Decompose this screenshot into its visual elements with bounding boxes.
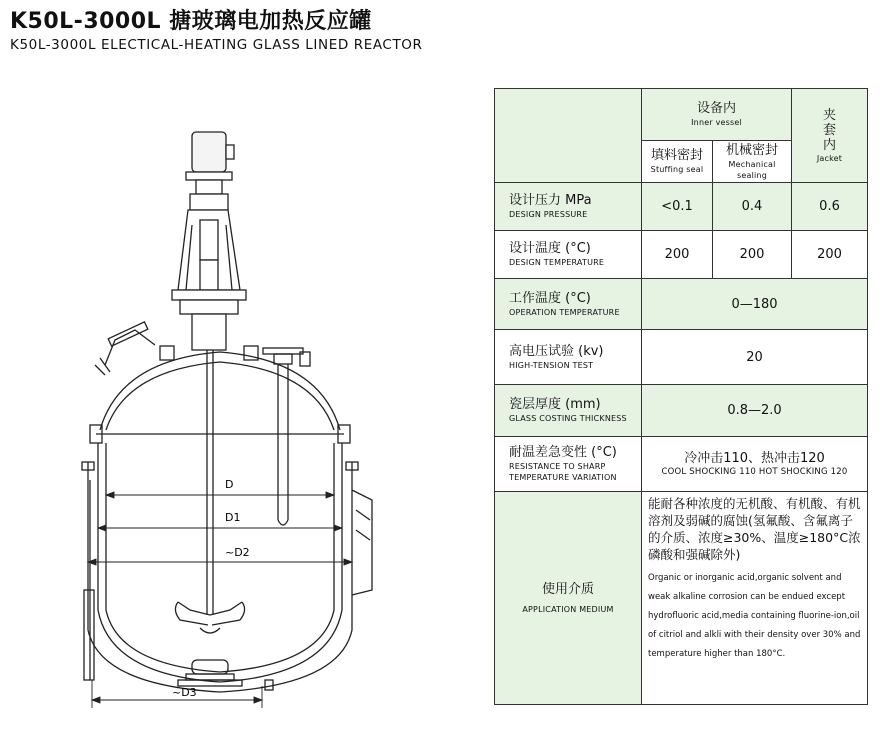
row-label [495, 437, 642, 492]
row-label-cn: 耐温差急变性 (°C) [509, 445, 617, 460]
page-title: K50L-3000L 搪玻璃电加热反应罐 [10, 9, 372, 34]
row-label-en: OPERATION TEMPERATURE [509, 307, 620, 317]
row-value: 200 [713, 231, 792, 279]
table-row [495, 330, 868, 385]
row-label-cn: 高电压试验 (kv) [509, 343, 604, 359]
medium-desc-cn: 能耐各种浓度的无机酸、有机酸、有机溶剂及弱碱的腐蚀(氢氟酸、含氟离子的介质、浓度≥30%、温度≥180°C浓磷酸和强碱除外) [648, 496, 861, 562]
reactor-drawing [60, 90, 380, 720]
table-row [495, 183, 868, 231]
mechanical-seal-cn: 机械密封 [726, 142, 779, 158]
row-label [495, 279, 642, 330]
row-label-cn: 使用介质 [541, 581, 594, 597]
row-label-en: TEMPERATURE VARIATION [509, 473, 617, 482]
spec-table [494, 88, 868, 705]
row-label-cn: 瓷层厚度 (mm) [509, 397, 601, 412]
row-label [495, 385, 642, 437]
row-value: <0.1 [642, 183, 713, 231]
jacket-header [792, 89, 868, 183]
row-value: 200 [642, 231, 713, 279]
row-value: 0.4 [713, 183, 792, 231]
row-value: 0.6 [792, 183, 868, 231]
dimension-d3-label: ~D3 [172, 686, 197, 699]
table-row [495, 279, 868, 330]
row-value: 0.8—2.0 [642, 385, 868, 437]
application-medium-value [642, 492, 868, 705]
medium-desc-en: Organic or inorganic acid,organic solvent and weak alkaline corrosion can be endued except hydrofluoric acid,media containing fluorine-ion,oil of citriol and alkli with their density over 30% and temperature higher than 180°C. [648, 573, 861, 659]
row-label-en: HIGH-TENSION TEST [509, 360, 594, 370]
row-label-en: GLASS COSTING THICKNESS [509, 414, 627, 423]
stuffing-seal-en: Stuffing seal [650, 165, 704, 174]
mechanical-seal-header [713, 141, 792, 183]
row-label-en: RESISTANCE TO SHARP [509, 462, 606, 471]
table-row [495, 385, 868, 437]
row-label-cn: 设计温度 (°C) [509, 241, 591, 256]
table-row [495, 437, 868, 492]
row-label-cn: 设计压力 MPa [509, 193, 592, 208]
row-value: 200 [792, 231, 868, 279]
inner-vessel-header [642, 89, 792, 141]
dimension-d1-label: D1 [225, 511, 241, 524]
motor [192, 132, 226, 172]
dimension-d-label: D [225, 478, 234, 491]
table-row [495, 492, 868, 705]
table-row [495, 231, 868, 279]
stuffing-seal-cn: 填料密封 [650, 148, 703, 163]
jacket-en: Jacket [816, 153, 843, 163]
jacket-cn: 夹 套 内 [823, 107, 837, 153]
row-label-en: DESIGN PRESSURE [509, 210, 588, 219]
row-label-cn: 工作温度 (°C) [509, 290, 591, 306]
inner-vessel-cn: 设备内 [697, 101, 737, 116]
row-label [495, 183, 642, 231]
stuffing-seal-header [642, 141, 713, 183]
inner-vessel-en: Inner vessel [691, 118, 742, 127]
row-label [495, 330, 642, 385]
row-value-cn: 冷冲击110、热冲击120 [684, 450, 825, 466]
row-label-en: DESIGN TEMPERATURE [509, 258, 605, 267]
row-value [642, 437, 868, 492]
row-label-en: APPLICATION MEDIUM [522, 604, 614, 614]
page-subtitle: K50L-3000L ELECTICAL-HEATING GLASS LINED REACTOR [10, 37, 423, 53]
table-corner [495, 89, 642, 183]
row-label [495, 492, 642, 705]
row-value: 0—180 [642, 279, 868, 330]
row-label [495, 231, 642, 279]
row-value: 20 [642, 330, 868, 385]
row-value-en: COOL SHOCKING 110 HOT SHOCKING 120 [661, 466, 848, 477]
dimension-d2-label: ~D2 [225, 546, 250, 559]
mechanical-seal-en: Mechanical sealing [728, 159, 776, 180]
